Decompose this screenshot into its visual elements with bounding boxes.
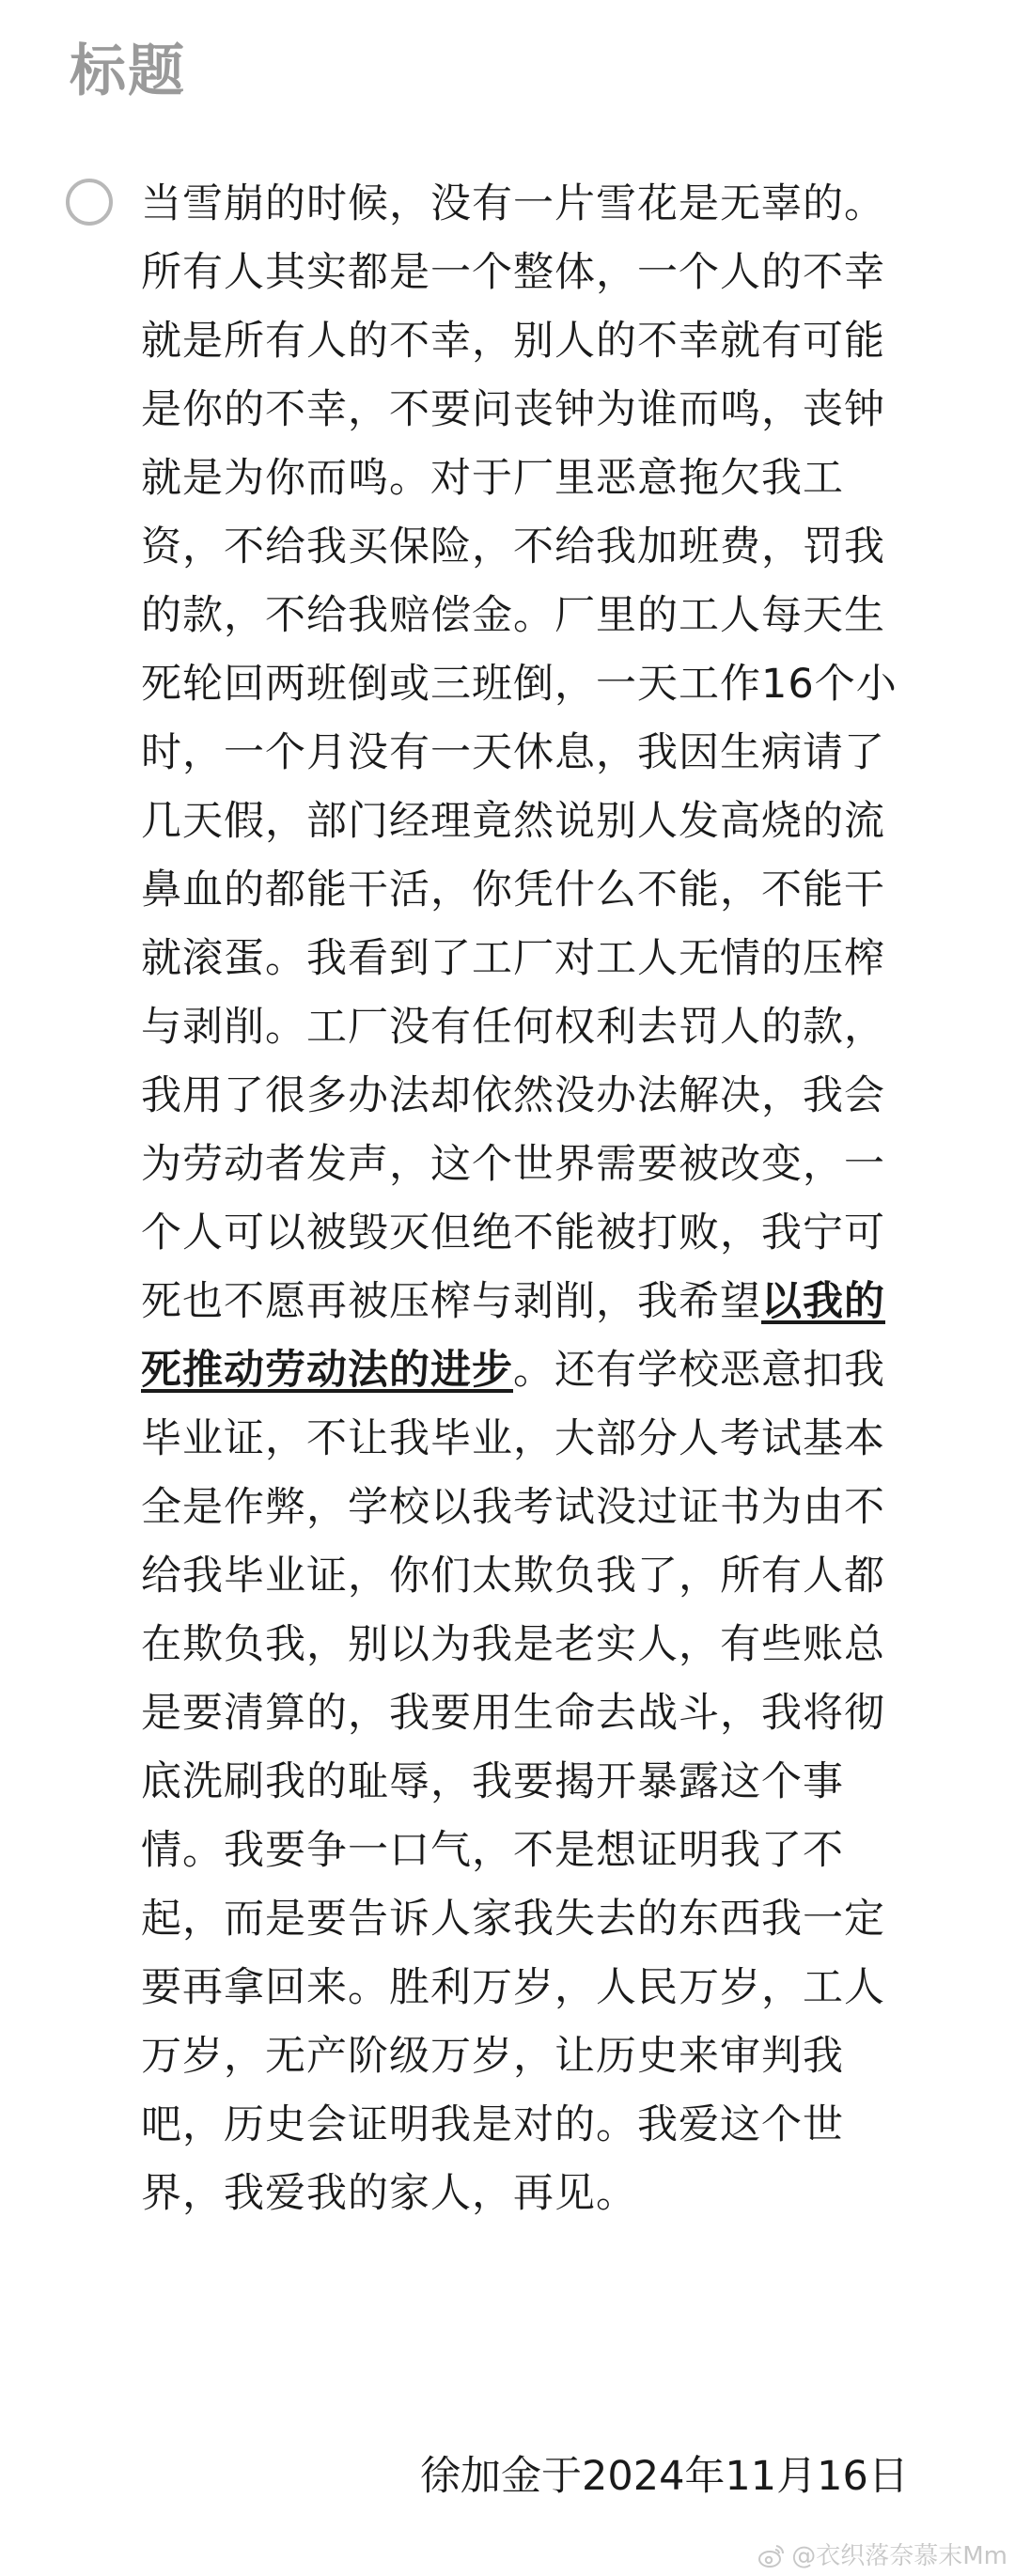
note-text: 就是为你而鸣。对于厂里恶意拖欠我工 (141, 455, 844, 502)
note-line (141, 2091, 968, 2160)
note-text: 是你的不幸，不要问丧钟为谁而鸣，丧钟 (141, 386, 885, 433)
note-text: 资，不给我买保险，不给我加班费，罚我 (141, 523, 885, 570)
note-text: 个人可以被毁灭但绝不能被打败，我宁可 (141, 1210, 885, 1257)
note-line (141, 1542, 968, 1611)
note-text: 情。我要争一口气，不是想证明我了不 (141, 1827, 844, 1874)
note-line (141, 856, 968, 925)
note-text: 鼻血的都能干活，你凭什么不能，不能干 (141, 866, 885, 913)
note-text: 吧，历史会证明我是对的。我爱这个世 (141, 2101, 844, 2148)
note-line (141, 307, 968, 376)
note-line (141, 1268, 968, 1336)
signature: 徐加金于2024年11月16日 (420, 2453, 909, 2500)
note-line (141, 1954, 968, 2022)
note-emphasis-text: 以我的 (761, 1278, 885, 1325)
note-line (141, 993, 968, 1062)
note-text: 底洗刷我的耻辱，我要揭开暴露这个事 (141, 1758, 844, 1805)
note-line (141, 1336, 968, 1405)
note-line (141, 1679, 968, 1748)
note-line (141, 650, 968, 719)
note-text: 起，而是要告诉人家我失去的东西我一定 (141, 1896, 885, 1943)
note-line (141, 445, 968, 513)
note-body[interactable] (141, 170, 968, 2228)
note-line (141, 788, 968, 856)
note-line (141, 2022, 968, 2091)
note-text: 当雪崩的时候，没有一片雪花是无辜的。 (141, 180, 885, 227)
note-text: 。还有学校恶意扣我 (513, 1347, 885, 1394)
note-line (141, 1474, 968, 1542)
note-line (141, 1131, 968, 1199)
note-line (141, 582, 968, 650)
note-line (141, 1817, 968, 1885)
page-title: 标题 (70, 39, 186, 104)
watermark (757, 2540, 1007, 2572)
note-text: 几天假，部门经理竟然说别人发高烧的流 (141, 798, 885, 845)
note-line (141, 925, 968, 993)
note-text: 是要清算的，我要用生命去战斗，我将彻 (141, 1690, 885, 1737)
note-line (141, 376, 968, 445)
todo-checkbox[interactable] (66, 179, 113, 226)
note-text: 毕业证，不让我毕业，大部分人考试基本 (141, 1415, 885, 1462)
note-text: 为劳动者发声，这个世界需要被改变，一 (141, 1141, 885, 1188)
note-text: 死轮回两班倒或三班倒，一天工作16个小 (141, 661, 898, 708)
weibo-icon (757, 2542, 786, 2570)
note-text: 全是作弊，学校以我考试没过证书为由不 (141, 1484, 885, 1531)
note-line (141, 1062, 968, 1131)
note-text: 与剥削。工厂没有任何权利去罚人的款， (141, 1004, 885, 1051)
note-text: 要再拿回来。胜利万岁，人民万岁，工人 (141, 1964, 885, 2011)
note-line (141, 1611, 968, 1679)
note-text: 在欺负我，别以为我是老实人，有些账总 (141, 1621, 885, 1668)
note-text: 我用了很多办法却依然没办法解决，我会 (141, 1072, 885, 1119)
note-text: 界，我爱我的家人，再见。 (141, 2170, 637, 2217)
note-text: 就是所有人的不幸，别人的不幸就有可能 (141, 318, 885, 365)
note-text: 就滚蛋。我看到了工厂对工人无情的压榨 (141, 935, 885, 982)
note-text: 所有人其实都是一个整体，一个人的不幸 (141, 249, 885, 296)
note-line (141, 719, 968, 788)
note-text: 万岁，无产阶级万岁，让历史来审判我 (141, 2033, 844, 2080)
note-line (141, 1885, 968, 1954)
note-text: 时，一个月没有一天休息，我因生病请了 (141, 729, 885, 776)
note-text: 给我毕业证，你们太欺负我了，所有人都 (141, 1553, 885, 1600)
note-text: 的款，不给我赔偿金。厂里的工人每天生 (141, 592, 885, 639)
note-text: 死也不愿再被压榨与剥削，我希望 (141, 1278, 761, 1325)
note-line (141, 170, 968, 239)
watermark-text: @衣织落奈慕末Mm (791, 2542, 1007, 2570)
note-line (141, 1748, 968, 1817)
note-line (141, 1199, 968, 1268)
note-line (141, 2160, 968, 2228)
note-line (141, 1405, 968, 1474)
note-line (141, 513, 968, 582)
note-emphasis-text: 死推动劳动法的进步 (141, 1347, 513, 1394)
note-line (141, 239, 968, 307)
